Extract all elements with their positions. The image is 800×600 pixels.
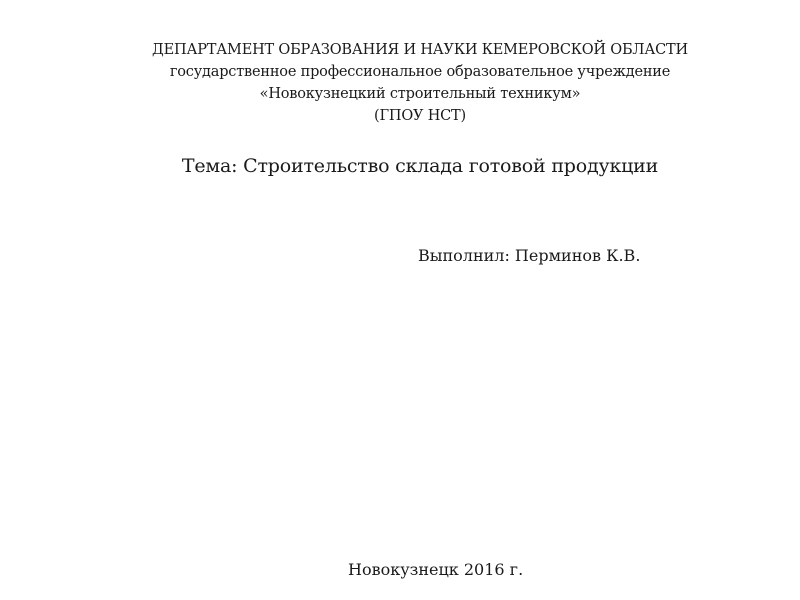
institution-name: «Новокузнецкий строительный техникум» bbox=[259, 86, 581, 102]
city-year: Новокузнецк 2016 г. bbox=[348, 560, 524, 579]
department-heading: ДЕПАРТАМЕНТ ОБРАЗОВАНИЯ И НАУКИ КЕМЕРОВСКОЙ ОБЛАСТИ bbox=[152, 42, 688, 58]
institution-abbreviation: (ГПОУ НСТ) bbox=[374, 108, 466, 124]
topic-title: Тема: Строительство склада готовой продукции bbox=[181, 155, 659, 177]
institution-type: государственное профессиональное образовательное учреждение bbox=[169, 64, 671, 80]
author-line: Выполнил: Перминов К.В. bbox=[418, 246, 641, 265]
